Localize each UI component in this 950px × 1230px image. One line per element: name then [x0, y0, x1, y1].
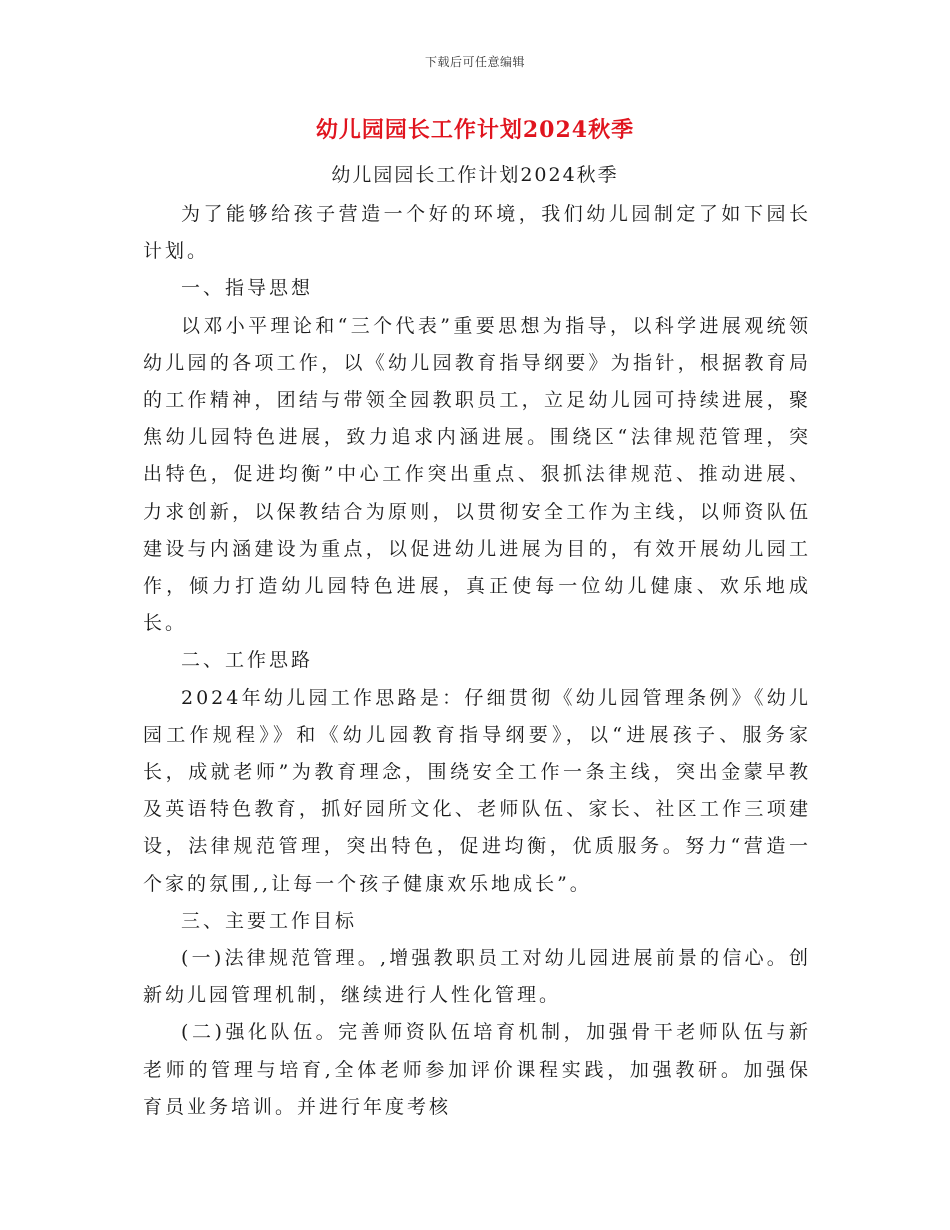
intro-paragraph: 为了能够给孩子营造一个好的环境，我们幼儿园制定了如下园长计划。: [143, 203, 811, 263]
goal-item-2: (二)强化队伍。完善师资队伍培育机制，加强骨干老师队伍与新老师的管理与培育,全体老师参加评价课程实践，加强教研。加强保育员业务培训。并进行年度考核: [143, 1021, 811, 1118]
section-heading-guiding-ideology: 一、指导思想: [181, 277, 314, 300]
document-title: 幼儿园园长工作计划2024秋季: [315, 117, 635, 143]
document-body: [143, 196, 811, 1126]
work-approach-paragraph: 2024年幼儿园工作思路是：仔细贯彻《幼儿园管理条例》《幼儿园工作规程》》和《幼儿园教育指导纲要》，以“进展孩子、服务家长，成就老师”为教育理念，围绕安全工作一条主线，突出金蒙早教及英语特色教育，抓好园所文化、老师队伍、家长、社区工作三项建设，法律规范管理，突出特色，促进均衡，优质服务。努力“营造一个家的氛围,,让每一个孩子健康欢乐地成长”。: [143, 686, 811, 895]
page-header: 下载后可任意编辑: [424, 55, 525, 69]
section-heading-main-goals: 三、主要工作目标: [181, 909, 358, 932]
section-heading-work-approach: 二、工作思路: [181, 649, 314, 672]
goal-item-1: (一)法律规范管理。,增强教职员工对幼儿园进展前景的信心。创新幼儿园管理机制，继续进行人性化管理。: [143, 947, 811, 1007]
document-subtitle: 幼儿园园长工作计划2024秋季: [331, 164, 619, 186]
guiding-ideology-paragraph: 以邓小平理论和“三个代表”重要思想为指导，以科学进展观统领幼儿园的各项工作，以《幼儿园教育指导纲要》为指针，根据教育局的工作精神，团结与带领全园教职员工，立足幼儿园可持续进展，聚焦幼儿园特色进展，致力追求内涵进展。围绕区“法律规范管理，突出特色，促进均衡”中心工作突出重点、狠抓法律规范、推动进展、力求创新，以保教结合为原则，以贯彻安全工作为主线，以师资队伍建设与内涵建设为重点，以促进幼儿进展为目的，有效开展幼儿园工作，倾力打造幼儿园特色进展，真正使每一位幼儿健康、欢乐地成长。: [143, 314, 811, 635]
